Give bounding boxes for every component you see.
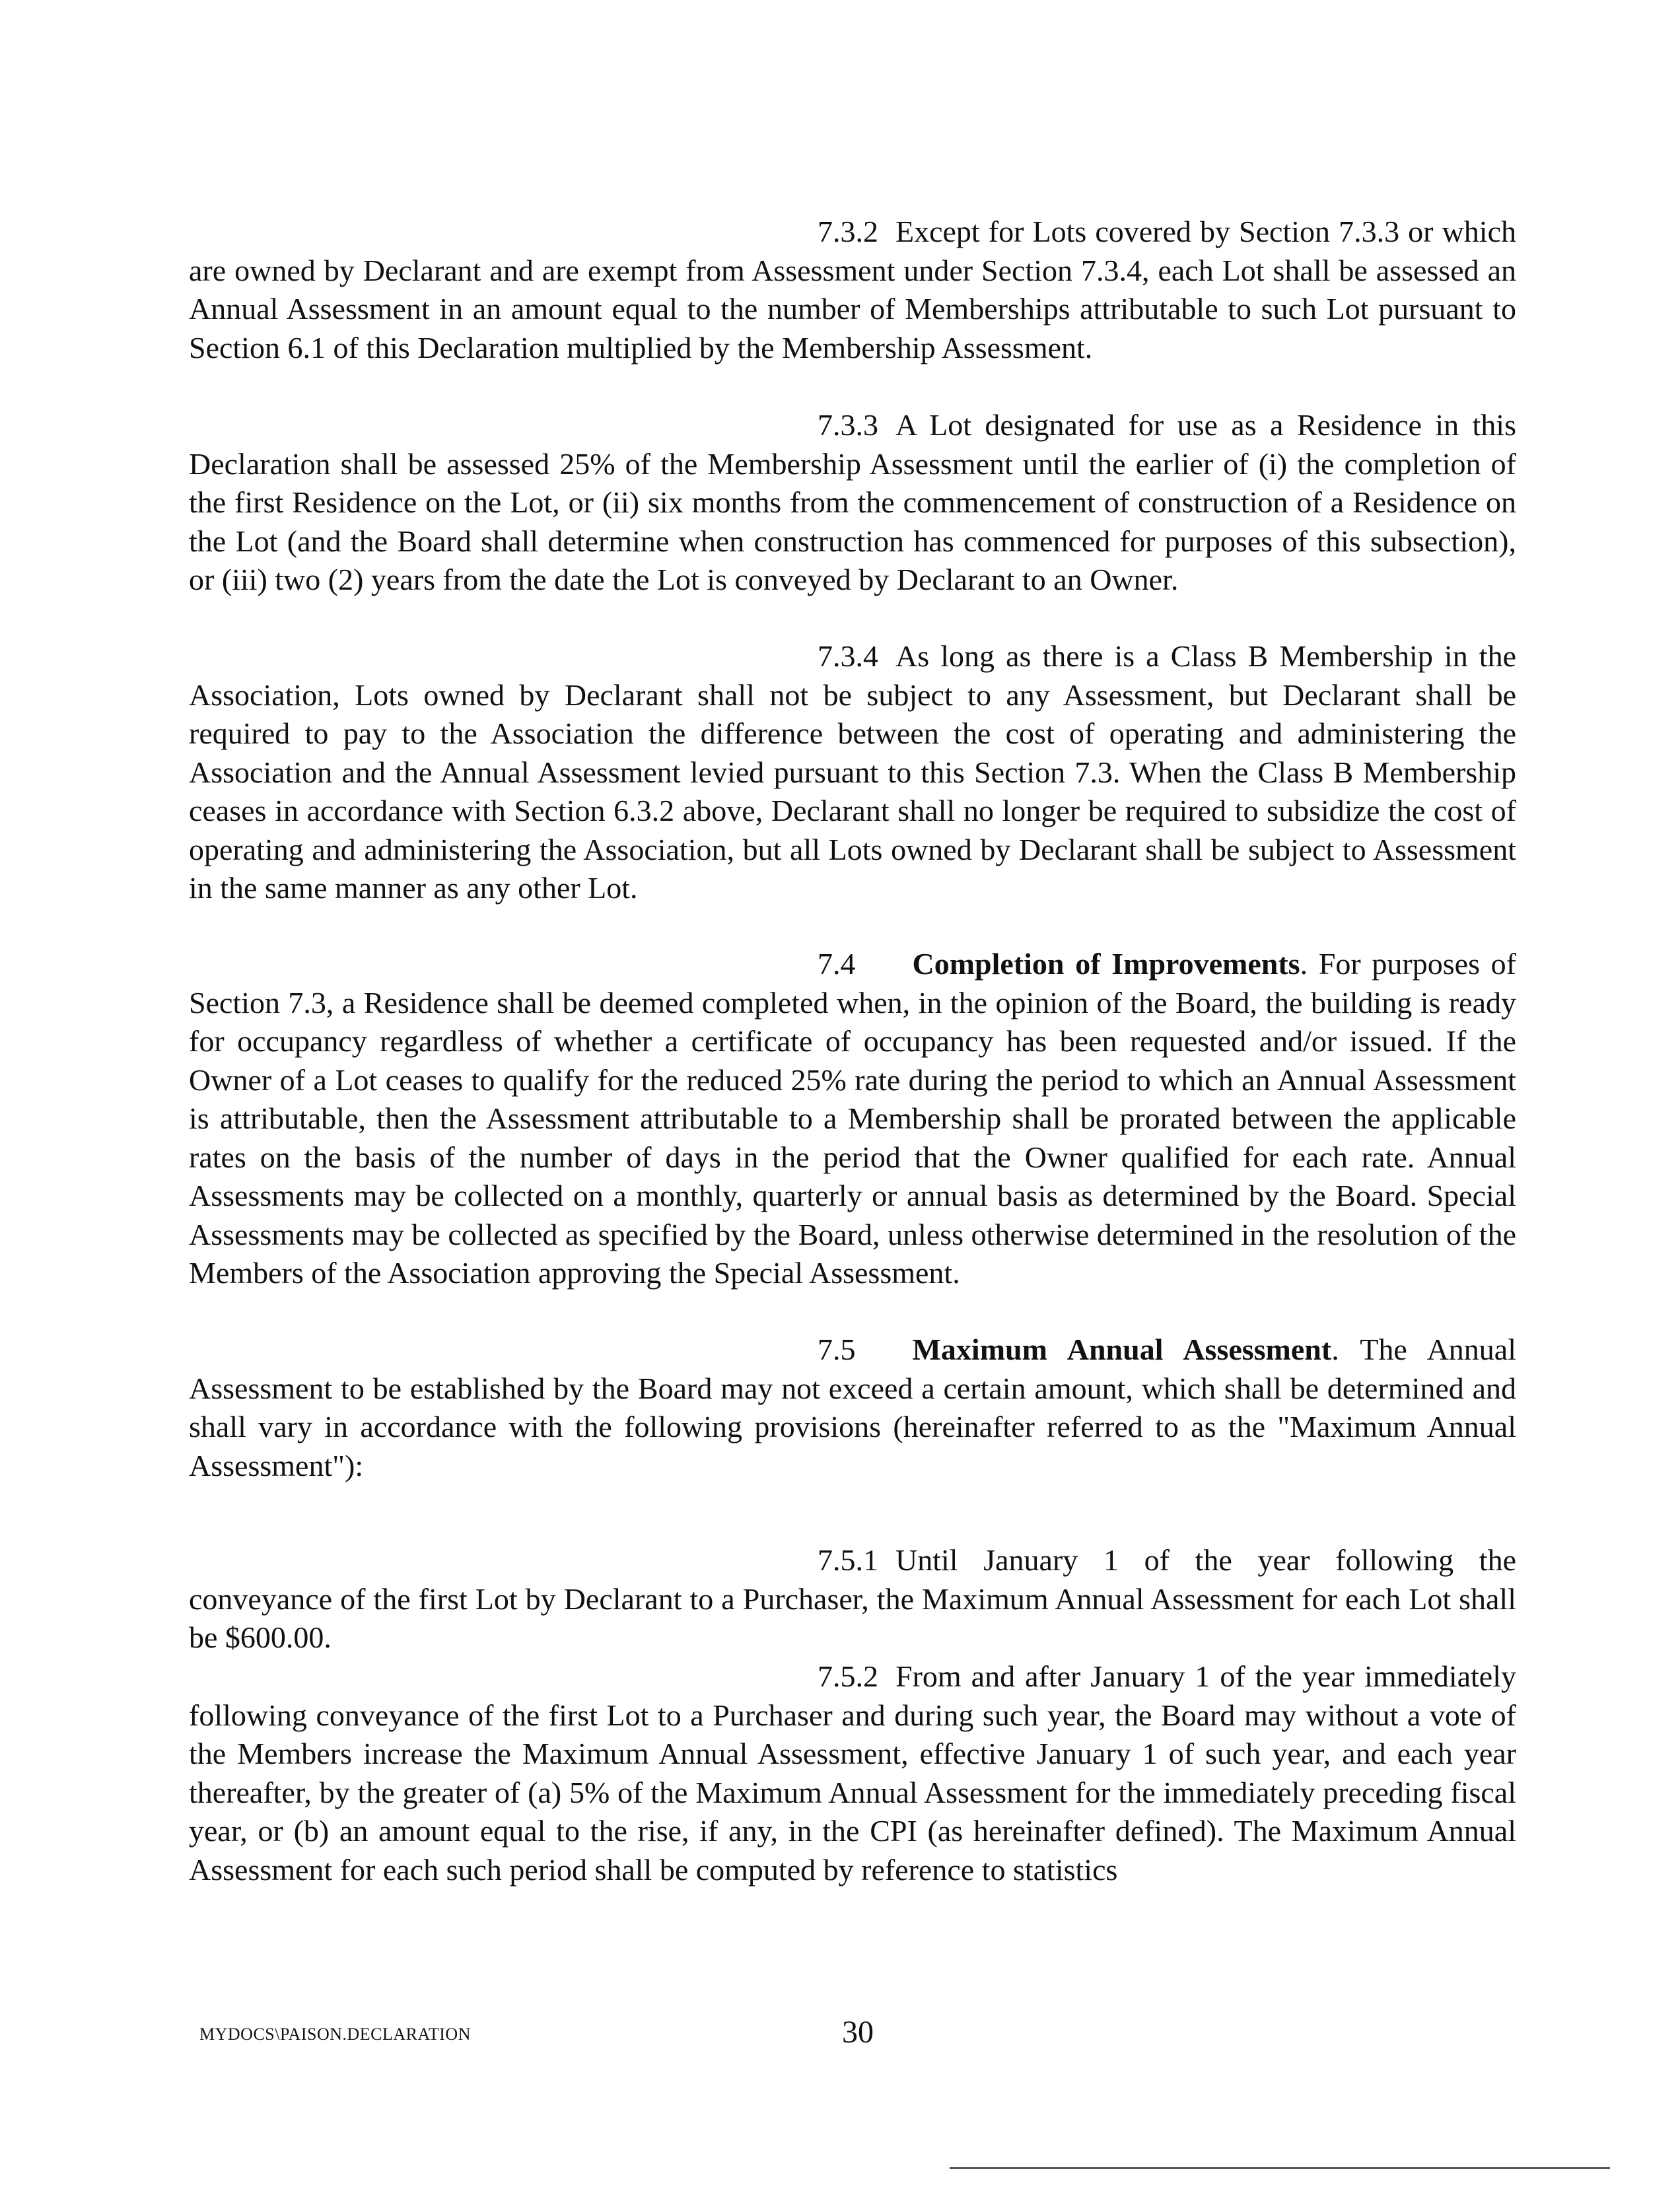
bottom-rule: [950, 2167, 1610, 2169]
document-reference: MYDOCS\PAISON.DECLARATION: [199, 2025, 471, 2044]
section-text: As long as there is a Class B Membership in the Association, Lots owned by Declarant shall not be subject to any Assessment, but Declarant shall be required to pay to the Association the difference between the cost of operating and administering the Association and the Annual Assessment levied pursuant to this Section 7.3. When the Class B Membership ceases in accordance with Section 6.3.2 above, Declarant shall no longer be required to subsidize the cost of operating and administering the Association, but all Lots owned by Declarant shall be subject to Assessment in the same manner as any other Lot.: [189, 639, 1516, 905]
section-7-5-1: [189, 1541, 1516, 1657]
section-7-3-2: [189, 213, 1516, 367]
section-text: A Lot designated for use as a Residence in this Declaration shall be assessed 25% of the Membership Assessment until the earlier of (i) the completion of the first Residence on the Lot, or (ii) six months from the commencement of construction of a Residence on the Lot (and the Board shall determine when construction has commenced for purposes of this subsection), or (iii) two (2) years from the date the Lot is conveyed by Declarant to an Owner.: [189, 408, 1516, 596]
section-7-3-3: [189, 406, 1516, 600]
section-number: 7.5.2: [818, 1659, 878, 1693]
section-7-4: 7.4 Completion of Improvements. For purposes of Section 7.3, a Residence shall be deemed completed when, in the opinion of the Board, the building is ready for occupancy regardless of whether a certificate of occupancy has been requested and/or issued. If the Owner of a Lot ceases to qualify for the reduced 25% rate during the period to which an Annual Assessment is attributable, then the Assessment attributable to a Membership shall be prorated between the applicable rates on the basis of the number of days in the period that the Owner qualified for each rate. Annual Assessments may be collected on a monthly, quarterly or annual basis as determined by the Board. Special Assessments may be collected as specified by the Board, unless otherwise determined in the resolution of the Members of the Association approving the Special Assessment.: [189, 945, 1516, 1293]
section-number: 7.3.4: [818, 639, 878, 673]
section-number: 7.3.2: [818, 215, 878, 248]
section-number: 7.5: [818, 1333, 856, 1366]
section-number: 7.5.1: [818, 1543, 878, 1577]
section-7-5-2: [189, 1657, 1516, 1889]
section-heading: Maximum Annual Assessment: [912, 1333, 1332, 1366]
section-text: For purposes of Section 7.3, a Residence shall be deemed completed when, in the opinion of the Board, the building is ready for occupancy regardless of whether a certificate of occupancy has been requested and/or issued. If the Owner of a Lot ceases to qualify for the reduced 25% rate during the period to which an Annual Assessment is attributable, then the Assessment attributable to a Membership shall be prorated between the applicable rates on the basis of the number of days in the period that the Owner qualified for each rate. Annual Assessments may be collected on a monthly, quarterly or annual basis as determined by the Board. Special Assessments may be collected as specified by the Board, unless otherwise determined in the resolution of the Members of the Association approving the Special Assessment.: [189, 947, 1516, 1290]
section-text: The Annual Assessment to be established by the Board may not exceed a certain amount, which shall be determined and shall vary in accordance with the following provisions (hereinafter referred to as the "Maximum Annual Assessment"):: [189, 1333, 1517, 1482]
section-heading: Completion of Improvements: [912, 947, 1300, 981]
section-text: From and after January 1 of the year immediately following conveyance of the first Lot to a Purchaser and during such year, the Board may without a vote of the Members increase the Maximum Annual Assessment, effective January 1 of such year, and each year thereafter, by the greater of (a) 5% of the Maximum Annual Assessment for the immediately preceding fiscal year, or (b) an amount equal to the rise, if any, in the CPI (as hereinafter defined). The Maximum Annual Assessment for each such period shall be computed by reference to statistics: [189, 1659, 1516, 1887]
section-number: 7.4: [818, 947, 856, 981]
section-7-5: 7.5 Maximum Annual Assessment. The Annual Assessment to be established by the Board may not exceed a certain amount, which shall be determined and shall vary in accordance with the following provisions (hereinafter referred to as the "Maximum Annual Assessment"):: [189, 1331, 1516, 1485]
section-number: 7.3.3: [818, 408, 878, 442]
page-number: 30: [842, 2015, 874, 2050]
section-7-3-4: [189, 637, 1516, 908]
section-text: Until January 1 of the year following the conveyance of the first Lot by Declarant to a Purchaser, the Maximum Annual Assessment for each Lot shall be $600.00.: [189, 1543, 1516, 1654]
section-text: Except for Lots covered by Section 7.3.3 or which are owned by Declarant and are exempt from Assessment under Section 7.3.4, each Lot shall be assessed an Annual Assessment in an amount equal to the number of Memberships attributable to such Lot pursuant to Section 6.1 of this Declaration multiplied by the Membership Assessment.: [189, 215, 1516, 364]
